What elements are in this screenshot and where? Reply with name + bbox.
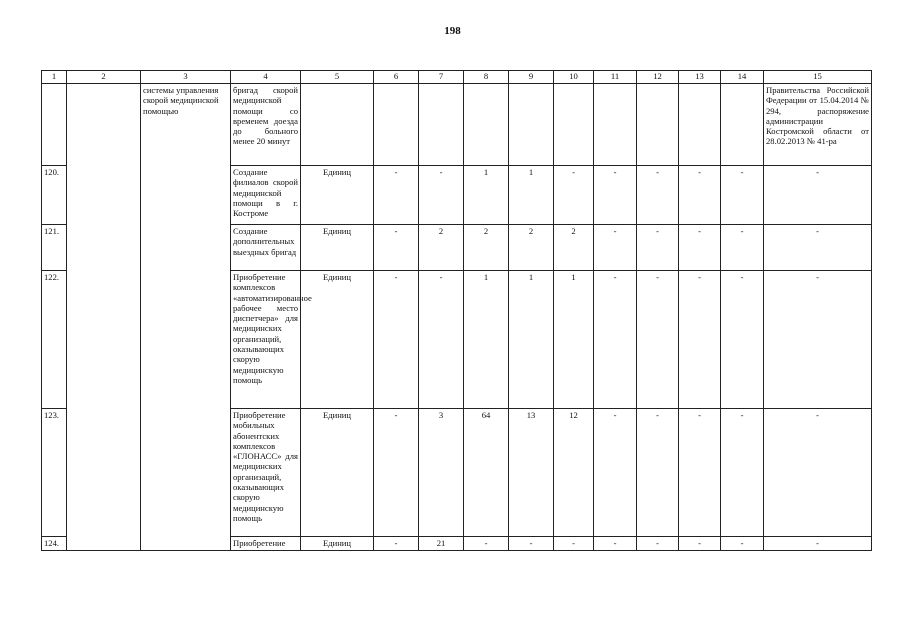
value-cell: - <box>374 409 419 537</box>
continuation-row <box>42 84 872 166</box>
value-cell: 3 <box>419 409 464 537</box>
value-cell: - <box>637 409 679 537</box>
header-cell: 7 <box>419 71 464 84</box>
value-cell: - <box>419 166 464 225</box>
table-cell <box>464 84 509 166</box>
header-cell: 3 <box>141 71 231 84</box>
value-cell: - <box>764 537 872 551</box>
value-cell: - <box>679 166 721 225</box>
value-cell: - <box>374 537 419 551</box>
value-cell: - <box>374 225 419 271</box>
value-cell: - <box>594 409 637 537</box>
value-cell: - <box>721 409 764 537</box>
measure-name: Приобретение мобильных абонентских комплексов «ГЛОНАСС» для медицинских организаций, оказывающих скорую медицинскую помощь <box>231 409 301 537</box>
table-cell <box>721 84 764 166</box>
value-cell: - <box>554 537 594 551</box>
header-cell: 14 <box>721 71 764 84</box>
value-cell: - <box>679 225 721 271</box>
value-cell: - <box>721 166 764 225</box>
value-cell: - <box>764 166 872 225</box>
value-cell: - <box>594 166 637 225</box>
value-cell: 2 <box>554 225 594 271</box>
value-cell: - <box>464 537 509 551</box>
value-cell: - <box>419 271 464 409</box>
table-cell <box>374 84 419 166</box>
value-cell: - <box>594 537 637 551</box>
unit-cell: Единиц <box>301 225 374 271</box>
unit-cell: Единиц <box>301 166 374 225</box>
unit-cell: Единиц <box>301 409 374 537</box>
header-row <box>42 71 872 84</box>
value-cell: 1 <box>464 271 509 409</box>
table-cell <box>67 84 141 551</box>
header-cell: 8 <box>464 71 509 84</box>
value-cell: - <box>764 409 872 537</box>
row-number: 121. <box>42 225 67 271</box>
header-cell: 9 <box>509 71 554 84</box>
table-cell <box>554 84 594 166</box>
table-cell <box>419 84 464 166</box>
table-cell <box>637 84 679 166</box>
value-cell: 64 <box>464 409 509 537</box>
value-cell: - <box>679 271 721 409</box>
source-cell: Правительства Российской Федерации от 15.04.2014 № 294, распоряжение администрации Костромской области от 28.02.2013 № 41-ра <box>764 84 872 166</box>
value-cell: - <box>637 225 679 271</box>
value-cell: 1 <box>464 166 509 225</box>
value-cell: - <box>509 537 554 551</box>
header-cell: 2 <box>67 71 141 84</box>
value-cell: 2 <box>464 225 509 271</box>
page-number: 198 <box>444 25 461 37</box>
row-number: 124. <box>42 537 67 551</box>
indicator-cell: бригад скорой медицинской помощи со временем доезда до больного менее 20 минут <box>231 84 301 166</box>
value-cell: - <box>594 225 637 271</box>
unit-cell: Единиц <box>301 537 374 551</box>
value-cell: 2 <box>509 225 554 271</box>
header-cell: 13 <box>679 71 721 84</box>
value-cell: 1 <box>509 271 554 409</box>
value-cell: - <box>374 271 419 409</box>
value-cell: - <box>764 271 872 409</box>
row-number: 120. <box>42 166 67 225</box>
table-cell <box>42 84 67 166</box>
header-cell: 4 <box>231 71 301 84</box>
value-cell: - <box>554 166 594 225</box>
row-number: 122. <box>42 271 67 409</box>
measure-name: Создание дополнительных выездных бригад <box>231 225 301 271</box>
header-cell: 5 <box>301 71 374 84</box>
value-cell: - <box>721 271 764 409</box>
value-cell: 1 <box>554 271 594 409</box>
value-cell: 1 <box>509 166 554 225</box>
measure-name: Создание филиалов скорой медицинской помощи в г. Костроме <box>231 166 301 225</box>
value-cell: - <box>764 225 872 271</box>
value-cell: - <box>374 166 419 225</box>
header-cell: 11 <box>594 71 637 84</box>
row-number: 123. <box>42 409 67 537</box>
section-cell: системы управления скорой медицинской помощью <box>141 84 231 551</box>
value-cell: - <box>594 271 637 409</box>
header-cell: 10 <box>554 71 594 84</box>
header-cell: 12 <box>637 71 679 84</box>
value-cell: - <box>637 537 679 551</box>
value-cell: - <box>679 537 721 551</box>
value-cell: 13 <box>509 409 554 537</box>
header-cell: 15 <box>764 71 872 84</box>
header-cell: 6 <box>374 71 419 84</box>
value-cell: 21 <box>419 537 464 551</box>
program-table <box>41 70 872 551</box>
table-cell <box>301 84 374 166</box>
measure-name: Приобретение <box>231 537 301 551</box>
value-cell: - <box>721 537 764 551</box>
table-cell <box>594 84 637 166</box>
value-cell: - <box>679 409 721 537</box>
value-cell: 12 <box>554 409 594 537</box>
table-cell <box>679 84 721 166</box>
value-cell: - <box>637 166 679 225</box>
value-cell: 2 <box>419 225 464 271</box>
value-cell: - <box>721 225 764 271</box>
unit-cell: Единиц <box>301 271 374 409</box>
value-cell: - <box>637 271 679 409</box>
header-cell: 1 <box>42 71 67 84</box>
measure-name: Приобретение комплексов «автоматизированное рабочее место диспетчера» для медицинских организаций, оказывающих скорую медицинскую помощь <box>231 271 301 409</box>
table-cell <box>509 84 554 166</box>
